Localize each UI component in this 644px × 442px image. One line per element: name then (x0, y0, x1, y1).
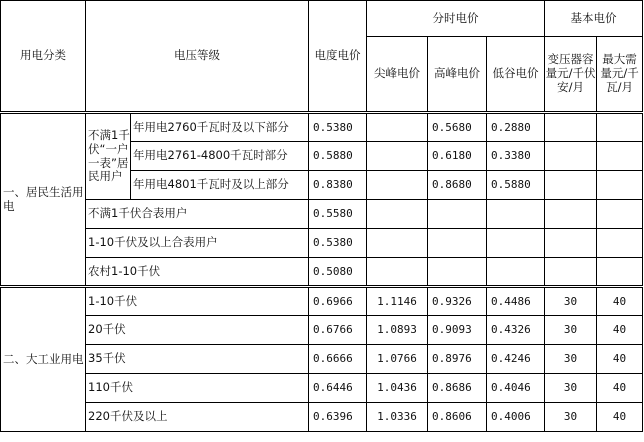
transformer-cell (545, 113, 597, 142)
header-row-top (1, 1, 643, 37)
voltage-cell: 35千伏 (86, 345, 309, 374)
table-row (1, 345, 643, 374)
demand-cell: 40 (597, 316, 643, 345)
energy-price-cell: 0.6666 (309, 345, 367, 374)
demand-cell: 40 (597, 374, 643, 403)
transformer-cell: 30 (545, 403, 597, 432)
voltage-cell: 年用电4801千瓦时及以上部分 (131, 171, 309, 200)
peak-price-cell (428, 229, 487, 258)
peak-price-cell: 0.6180 (428, 142, 487, 171)
transformer-cell (545, 171, 597, 200)
valley-price-cell (487, 229, 545, 258)
header-category: 用电分类 (1, 1, 86, 113)
valley-price-cell: 0.4326 (487, 316, 545, 345)
demand-cell (597, 229, 643, 258)
demand-cell (597, 142, 643, 171)
energy-price-cell: 0.5380 (309, 229, 367, 258)
table-row (1, 200, 643, 229)
spike-price-cell: 1.0436 (367, 374, 428, 403)
energy-price-cell: 0.5080 (309, 258, 367, 287)
peak-price-cell: 0.9326 (428, 287, 487, 316)
table-row (1, 258, 643, 287)
energy-price-cell: 0.6396 (309, 403, 367, 432)
spike-price-cell (367, 229, 428, 258)
demand-cell: 40 (597, 403, 643, 432)
peak-price-cell (428, 200, 487, 229)
energy-price-cell: 0.6966 (309, 287, 367, 316)
spike-price-cell (367, 258, 428, 287)
transformer-cell (545, 229, 597, 258)
transformer-cell: 30 (545, 374, 597, 403)
demand-cell (597, 171, 643, 200)
energy-price-cell: 0.6446 (309, 374, 367, 403)
category-industrial: 二、大工业用电 (1, 287, 86, 432)
transformer-cell: 30 (545, 345, 597, 374)
energy-price-cell: 0.8380 (309, 171, 367, 200)
valley-price-cell (487, 258, 545, 287)
voltage-cell: 年用电2761-4800千瓦时部分 (131, 142, 309, 171)
peak-price-cell: 0.5680 (428, 113, 487, 142)
category-residential: 一、居民生活用电 (1, 113, 86, 287)
residential-subgroup: 不满1千伏“一户一表”居民用户 (86, 113, 131, 200)
spike-price-cell: 1.1146 (367, 287, 428, 316)
spike-price-cell: 1.0893 (367, 316, 428, 345)
header-valley: 低谷电价 (487, 37, 545, 113)
demand-cell (597, 258, 643, 287)
spike-price-cell (367, 142, 428, 171)
header-peak-spike: 尖峰电价 (367, 37, 428, 113)
transformer-cell: 30 (545, 287, 597, 316)
valley-price-cell: 0.4046 (487, 374, 545, 403)
table-row (1, 229, 643, 258)
voltage-cell: 不满1千伏合表用户 (86, 200, 309, 229)
table-row (1, 316, 643, 345)
spike-price-cell (367, 200, 428, 229)
transformer-cell (545, 142, 597, 171)
transformer-cell: 30 (545, 316, 597, 345)
voltage-cell: 农村1-10千伏 (86, 258, 309, 287)
energy-price-cell: 0.6766 (309, 316, 367, 345)
header-transformer: 变压器容量元/千伏安/月 (545, 37, 597, 113)
header-time-of-use: 分时电价 (367, 1, 545, 37)
valley-price-cell: 0.4246 (487, 345, 545, 374)
voltage-cell: 年用电2760千瓦时及以下部分 (131, 113, 309, 142)
valley-price-cell: 0.4006 (487, 403, 545, 432)
voltage-cell: 1-10千伏 (86, 287, 309, 316)
peak-price-cell: 0.8606 (428, 403, 487, 432)
header-energy-price: 电度电价 (309, 1, 367, 113)
table-row (1, 287, 643, 316)
spike-price-cell (367, 171, 428, 200)
valley-price-cell: 0.4486 (487, 287, 545, 316)
demand-cell (597, 113, 643, 142)
valley-price-cell: 0.3380 (487, 142, 545, 171)
transformer-cell (545, 200, 597, 229)
table-row (1, 374, 643, 403)
valley-price-cell (487, 200, 545, 229)
header-max-demand: 最大需量元/千瓦/月 (597, 37, 643, 113)
energy-price-cell: 0.5380 (309, 113, 367, 142)
peak-price-cell (428, 258, 487, 287)
peak-price-cell: 0.8680 (428, 171, 487, 200)
peak-price-cell: 0.8686 (428, 374, 487, 403)
table-row (1, 113, 643, 142)
demand-cell (597, 200, 643, 229)
spike-price-cell (367, 113, 428, 142)
header-basic: 基本电价 (545, 1, 643, 37)
peak-price-cell: 0.9093 (428, 316, 487, 345)
voltage-cell: 110千伏 (86, 374, 309, 403)
transformer-cell (545, 258, 597, 287)
voltage-cell: 220千伏及以上 (86, 403, 309, 432)
spike-price-cell: 1.0336 (367, 403, 428, 432)
voltage-cell: 20千伏 (86, 316, 309, 345)
energy-price-cell: 0.5580 (309, 200, 367, 229)
energy-price-cell: 0.5880 (309, 142, 367, 171)
peak-price-cell: 0.8976 (428, 345, 487, 374)
table-row (1, 403, 643, 432)
demand-cell: 40 (597, 287, 643, 316)
valley-price-cell: 0.2880 (487, 113, 545, 142)
demand-cell: 40 (597, 345, 643, 374)
header-voltage: 电压等级 (86, 1, 309, 113)
voltage-cell: 1-10千伏及以上合表用户 (86, 229, 309, 258)
valley-price-cell: 0.5880 (487, 171, 545, 200)
spike-price-cell: 1.0766 (367, 345, 428, 374)
header-peak: 高峰电价 (428, 37, 487, 113)
